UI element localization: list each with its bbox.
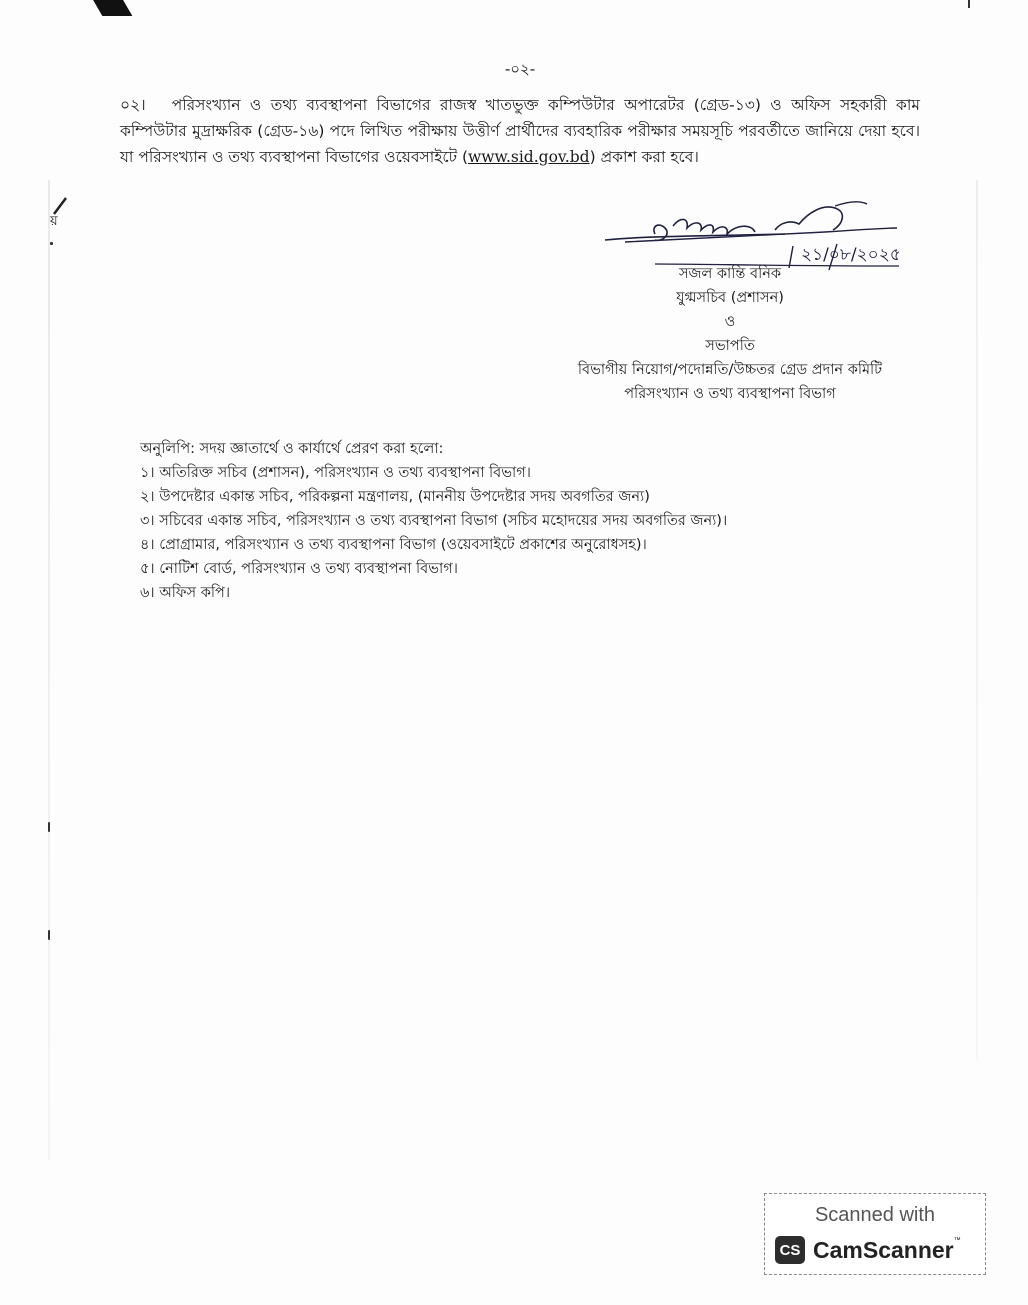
camscanner-brand: [775, 1236, 961, 1264]
body-paragraph: [120, 92, 920, 170]
camscanner-brand-text: CamScanner: [813, 1236, 954, 1263]
signatory-conjunction: ও: [724, 314, 736, 330]
signatory-division: পরিসংখ্যান ও তথ্য ব্যবস্থাপনা বিভাগ: [624, 386, 836, 402]
margin-dot: [50, 242, 53, 245]
signatory-block: [560, 262, 900, 406]
distribution-item: ৫। নোটিশ বোর্ড, পরিসংখ্যান ও তথ্য ব্যবস্থাপনা বিভাগ।: [140, 561, 458, 577]
website-link[interactable]: www.sid.gov.bd: [468, 148, 590, 166]
distribution-item: ৪। প্রোগ্রামার, পরিসংখ্যান ও তথ্য ব্যবস্থাপনা বিভাগ (ওয়েবসাইটে প্রকাশের অনুরোধসহ)।: [140, 537, 647, 553]
page-number: -০২-: [504, 60, 536, 78]
paragraph-text-end: ) প্রকাশ করা হবে।: [589, 148, 699, 166]
signature-date: ২১/০৮/২০২৫: [801, 245, 901, 265]
camscanner-logo-icon: CS: [775, 1236, 805, 1264]
paragraph-number: ০২।: [120, 96, 146, 114]
paragraph-text: পরিসংখ্যান ও তথ্য ব্যবস্থাপনা বিভাগের রাজস্ব খাতভুক্ত কম্পিউটার অপারেটর (গ্রেড-১৩) ও অফিস সহকারী কাম কম্পিউটার মুদ্রাক্ষরিক (গ্রেড-১৬) পদে লিখিত পরীক্ষায় উত্তীর্ণ প্রার্থীদের ব্যবহারিক পরীক্ষার সময়সূচি পরবর্তীতে জানিয়ে দেয়া হবে। যা পরিসংখ্যান ও তথ্য ব্যবস্থাপনা বিভাগের ওয়েবসাইটে (: [120, 96, 920, 166]
signatory-designation: যুগ্মসচিব (প্রশাসন): [676, 290, 784, 306]
scanned-with-label: Scanned with: [814, 1204, 936, 1226]
margin-stroke: [52, 196, 68, 216]
scan-corner-mark: [90, 0, 133, 16]
scan-edge-mark: [968, 0, 970, 8]
margin-fragment: য়: [50, 214, 58, 229]
distribution-item: ২। উপদেষ্টার একান্ত সচিব, পরিকল্পনা মন্ত্রণালয়, (মাননীয় উপদেষ্টার সদয় অবগতির জন্য): [140, 489, 650, 505]
signatory-name: সজল কান্তি বনিক: [678, 266, 782, 282]
trademark-mark: ™: [953, 1236, 961, 1244]
distribution-item: ৬। অফিস কপি।: [140, 585, 231, 601]
signatory-committee: বিভাগীয় নিয়োগ/পদোন্নতি/উচ্চতর গ্রেড প্রদান কমিটি: [577, 362, 883, 378]
margin-mark: [48, 930, 50, 940]
camscanner-name: [813, 1237, 961, 1264]
scanner-watermark: [764, 1193, 986, 1275]
distribution-item: ১। অতিরিক্ত সচিব (প্রশাসন), পরিসংখ্যান ও তথ্য ব্যবস্থাপনা বিভাগ।: [140, 465, 531, 481]
distribution-item: ৩। সচিবের একান্ত সচিব, পরিসংখ্যান ও তথ্য ব্যবস্থাপনা বিভাগ (সচিব মহোদয়ের সদয় অবগতির জন্য)।: [140, 513, 728, 529]
margin-mark: [48, 822, 50, 832]
distribution-list: [140, 437, 860, 605]
page-left-shadow: [48, 180, 50, 1160]
distribution-heading: অনুলিপি: সদয় জ্ঞাতার্থে ও কার্যার্থে প্রেরণ করা হলো:: [140, 441, 444, 457]
signatory-role: সভাপতি: [705, 338, 755, 354]
page-right-shadow: [976, 180, 978, 1060]
